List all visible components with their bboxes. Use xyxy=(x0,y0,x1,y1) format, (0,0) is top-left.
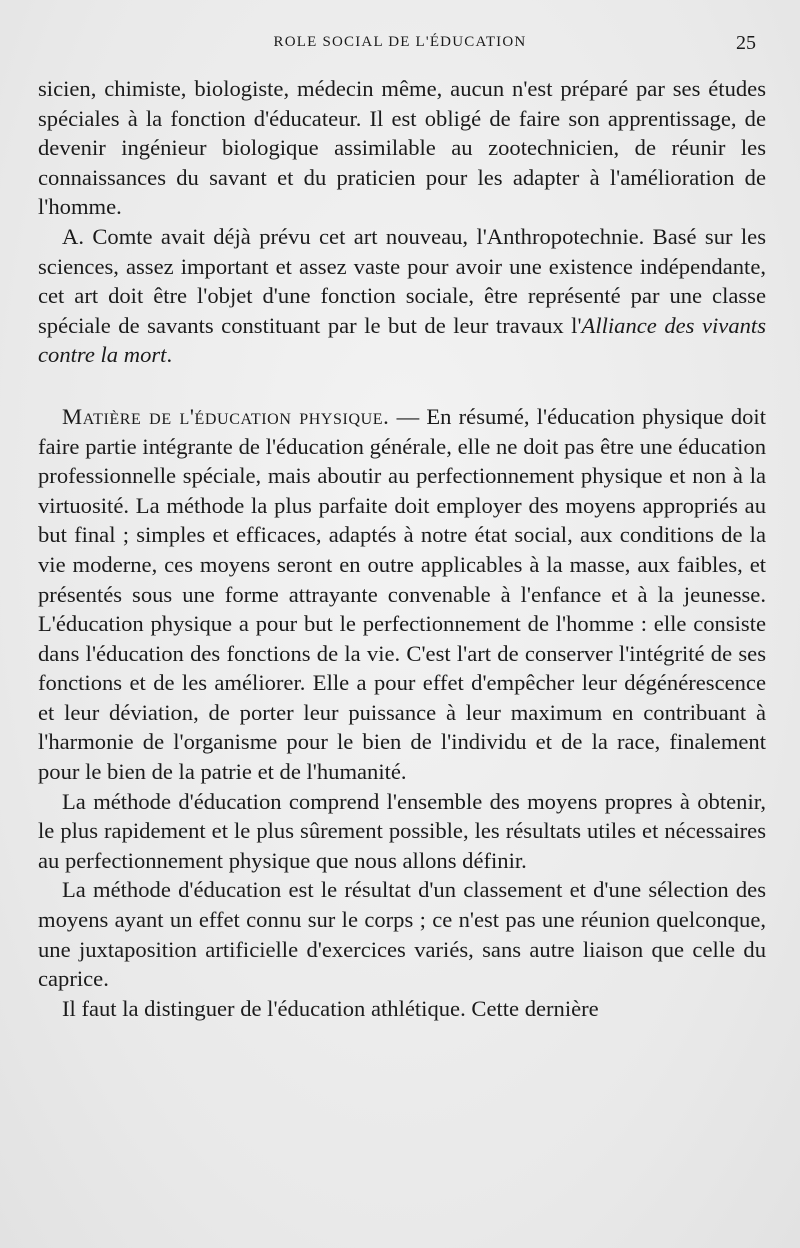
paragraph-6: Il faut la distinguer de l'éducation athlétique. Cette dernière xyxy=(62,995,599,1021)
paragraph-2-start: A. Comte avait déjà prévu cet art nouveau, l'Anthropotechnie. Basé sur les sciences, assez important et assez vaste pour avoir une existence indépendante, cet art doit être l'objet d'une fonction sociale, être représenté par une classe spéciale de savants constituant par le but de leur travaux l' xyxy=(38,223,766,338)
section-gap xyxy=(38,370,766,402)
paragraph-5: La méthode d'éducation est le résultat d'un classement et d'une sélection des moyens ayant un effet connu sur le corps ; ce n'est pas une réunion quelconque, une juxtaposition artificielle d'exercices variés, sans autre liaison que celle du caprice. xyxy=(38,877,766,992)
paragraph-3 xyxy=(38,402,766,787)
page-number: 25 xyxy=(736,32,756,54)
paragraph-2-end: . xyxy=(166,342,173,368)
paragraph-4: La méthode d'éducation comprend l'ensemble des moyens propres à obtenir, le plus rapidement et le plus sûrement possible, les résultats utiles et nécessaires au perfectionnement physique que nous allons définir. xyxy=(38,788,766,873)
paragraph-3-text: — En résumé, l'éducation physique doit faire partie intégrante de l'éducation générale, elle ne doit pas être une éducation professionnelle spéciale, mais aboutir au perfectionnement physique et non à la virtuosité. La méthode la plus parfaite doit employer des moyens appropriés au but final ; simples et efficaces, adaptés à notre état social, aux conditions de la vie moderne, ces moyens seront en outre applicables à la masse, aux faibles, et présentés sous une forme attrayante convenable à l'enfance et à la jeunesse. L'éducation physique a pour but le perfectionnement de l'homme : elle consiste dans l'éducation des fonctions de la vie. C'est l'art de conserver l'intégrité de ses fonctions et de les améliorer. Elle a pour effet d'empêcher leur dégénérescence et leur déviation, de porter leur puissance à leur maximum en contribuant à l'harmonie de l'organisme pour le bien de l'individu et de la race, finalement pour le bien de la patrie et de l'humanité. xyxy=(38,403,766,785)
paragraph-2-italic: Alliance des vivants contre la mort xyxy=(38,312,766,368)
section-heading: Matière de l'éducation physique. xyxy=(62,403,390,429)
paragraph-2 xyxy=(38,222,766,370)
running-title: ROLE SOCIAL DE L'ÉDUCATION xyxy=(273,34,527,50)
running-header xyxy=(38,34,762,58)
body-text xyxy=(38,74,766,1023)
paragraph-1: sicien, chimiste, biologiste, médecin même, aucun n'est préparé par ses études spéciales à la fonction d'éducateur. Il est obligé de faire son apprentissage, de devenir ingénieur biologique assimilable au zootechnicien, de réunir les connaissances du savant et du praticien pour les adapter à l'amélioration de l'homme. xyxy=(38,76,766,220)
